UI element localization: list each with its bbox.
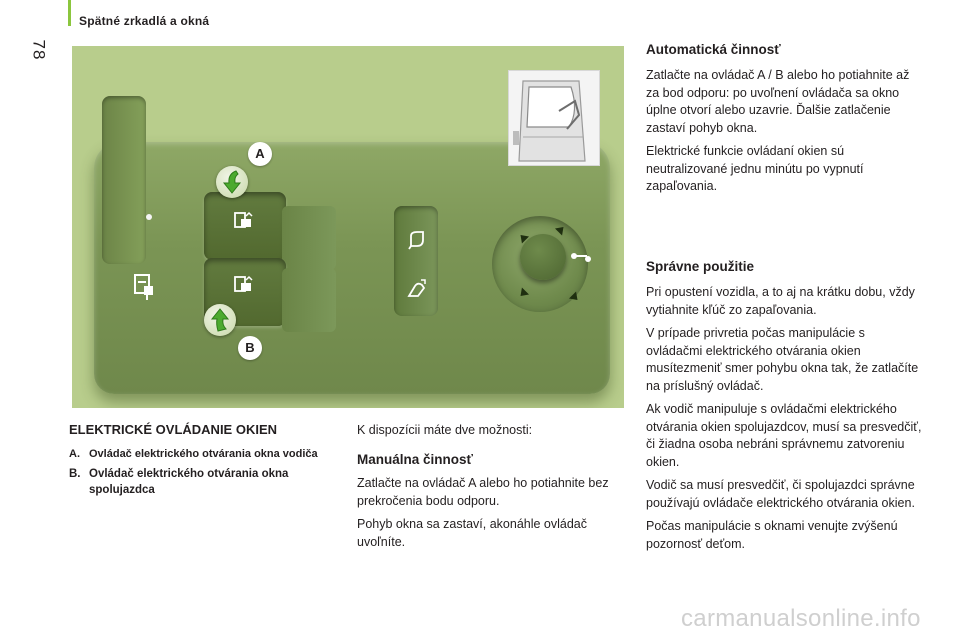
lock-switch-column xyxy=(102,96,146,264)
mirror-joystick-knob xyxy=(520,234,566,280)
paragraph: Ak vodič manipuluje s ovládačmi elektrického otvárania okien spolujazdcov, musí sa presvedčiť, či žiadna osoba nebráni správnemu zatvoreniu okien. xyxy=(646,402,922,469)
automatic-operation-heading: Automatická činnosť xyxy=(646,42,781,57)
paragraph: Zatlačte na ovládač A alebo ho potiahnite bez prekročenia bodu odporu. xyxy=(357,476,609,508)
passenger-switch-tab xyxy=(282,268,336,332)
window-control-illustration xyxy=(72,46,624,408)
up-arrow-icon xyxy=(204,304,236,336)
manual-operation-text xyxy=(357,475,627,557)
options-intro: K dispozícii máte dve možnosti: xyxy=(357,423,533,437)
down-arrow-badge xyxy=(216,166,248,198)
page-number: 78 xyxy=(29,39,49,61)
paragraph: Zatlačte na ovládač A / B alebo ho potiahnite až za bod odporu: po uvoľnení ovládača sa okno úplne otvorí alebo uzavrie. Ďalšie zatlačenie zastaví pohyb okna. xyxy=(646,68,910,135)
window-lift-icon xyxy=(232,210,254,232)
mirror-adjust-icon xyxy=(406,228,428,250)
down-arrow-icon xyxy=(216,166,248,198)
paragraph: Vodič sa musí presvedčiť, či spolujazdci správne používajú ovládače elektrického otvárania okien. xyxy=(646,478,915,510)
label-b: B xyxy=(238,336,262,360)
automatic-operation-text xyxy=(646,67,922,202)
section-accent-bar xyxy=(68,0,71,26)
watermark: carmanualsonline.info xyxy=(681,605,921,632)
paragraph: Elektrické funkcie ovládaní okien sú neutralizované jednu minútu po vypnutí zapaľovania. xyxy=(646,144,864,193)
driver-switch-tab xyxy=(282,206,336,270)
child-lock-icon xyxy=(132,272,156,302)
legend-text: Ovládač elektrického otvárania okna vodiča xyxy=(89,448,318,460)
legend-item-b xyxy=(69,466,349,498)
paragraph: Pohyb okna sa zastaví, akonáhle ovládač uvoľníte. xyxy=(357,517,588,549)
paragraph: Pri opustení vozidla, a to aj na krátku dobu, vždy vytiahnite kľúč zo zapaľovania. xyxy=(646,285,915,317)
manual-operation-heading: Manuálna činnosť xyxy=(357,452,473,467)
legend-item-a xyxy=(69,446,359,462)
paragraph: Počas manipulácie s oknami venujte zvýšenú pozornosť deťom. xyxy=(646,519,898,551)
legend-letter: B. xyxy=(69,468,81,480)
section-title: Spätné zrkadlá a okná xyxy=(79,14,210,28)
door-thumbnail xyxy=(508,70,600,166)
door-window-icon xyxy=(509,71,600,166)
correct-use-text xyxy=(646,284,922,559)
indicator-dot xyxy=(146,214,152,220)
electric-controls-heading: ELEKTRICKÉ OVLÁDANIE OKIEN xyxy=(69,422,278,437)
mirror-fold-icon xyxy=(406,278,428,300)
up-arrow-badge xyxy=(204,304,236,336)
legend-letter: A. xyxy=(69,448,80,460)
label-a: A xyxy=(248,142,272,166)
mirror-knob-symbol-icon xyxy=(569,250,591,264)
correct-use-heading: Správne použitie xyxy=(646,259,755,274)
window-lift-icon xyxy=(232,274,254,296)
paragraph: V prípade privretia počas manipulácie s ovládačmi elektrického otvárania okien musítezmeniť smer pohybu okna tak, že zatlačíte na príslušný ovládač. xyxy=(646,326,919,393)
legend-text: Ovládač elektrického otvárania okna spolujazdca xyxy=(89,468,289,496)
